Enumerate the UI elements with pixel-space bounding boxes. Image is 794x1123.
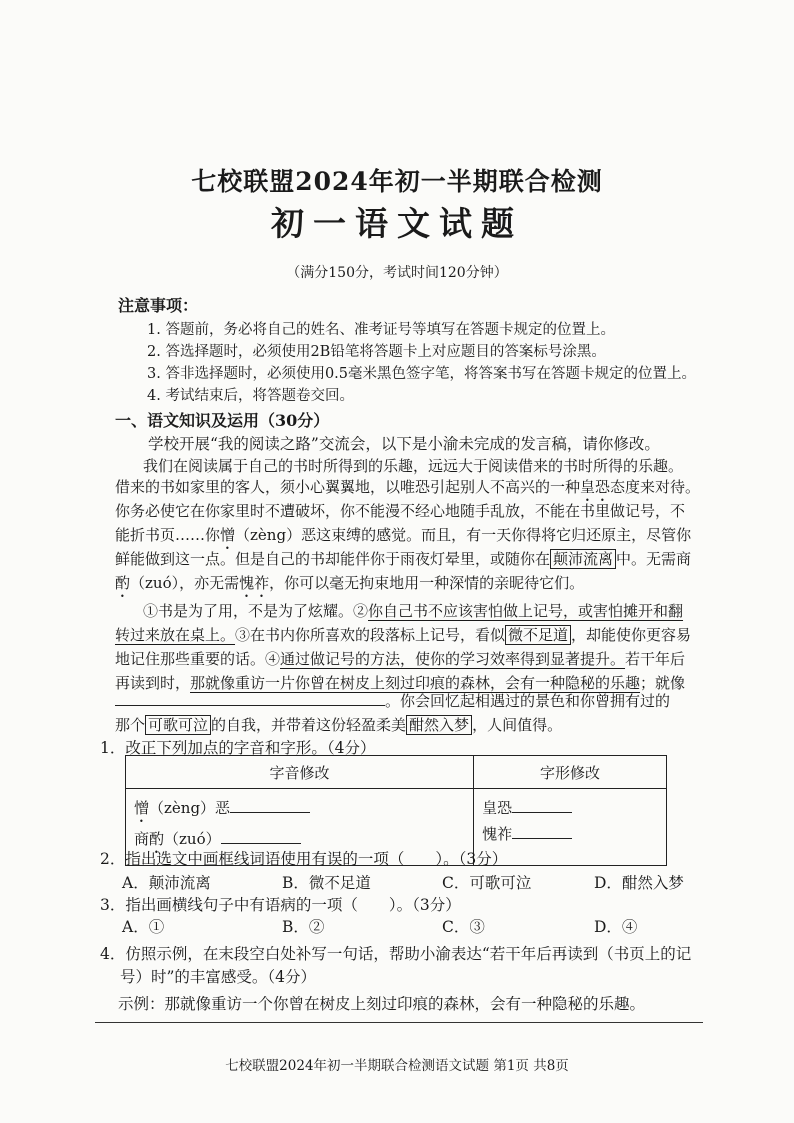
- option: C．可歌可泣: [442, 874, 532, 892]
- option: A．①: [122, 918, 165, 936]
- table-cell: 皇恐 愧祚: [474, 789, 667, 866]
- framed-word: 酣然入梦: [406, 715, 472, 735]
- passage-line: 再读到时，那就像重访一片你曾在树皮上刻过印痕的森林，会有一种隐秘的乐趣；就像: [115, 674, 686, 692]
- passage-line: 能折书页……你憎（zèng）恶这束缚的感觉。而且，有一天你得将它归还原主，尽管你: [115, 526, 692, 544]
- framed-word: 颠沛流离: [550, 549, 616, 569]
- exam-title: 七校联盟2024年初一半期联合检测: [191, 167, 603, 196]
- option: D．④: [594, 918, 638, 936]
- table-cell: 憎（zèng）恶 商酌（zuó）: [126, 789, 474, 866]
- answer-blank: [115, 705, 385, 706]
- page-footer: 七校联盟2024年初一半期联合检测语文试题 第1页 共8页: [225, 1058, 569, 1074]
- option: A．颠沛流离: [122, 874, 211, 892]
- notice-item: 3. 答非选择题时，必须使用0.5毫米黑色签字笔，将答案书写在答题卡规定的位置上。: [147, 366, 697, 382]
- option: C．③: [442, 918, 485, 936]
- framed-word: 微不足道: [505, 625, 571, 645]
- answer-blank: [512, 812, 572, 813]
- footer-divider: [95, 1022, 703, 1023]
- passage-line: 我们在阅读属于自己的书时所得到的乐趣，远远大于阅读借来的书时所得的乐趣。: [143, 457, 684, 475]
- notice-item: 4. 考试结束后，将答题卷交回。: [147, 388, 354, 404]
- question-3: 3．指出画横线句子中有语病的一项（ ）。（3分）: [100, 896, 461, 914]
- section-intro: 学校开展“我的阅读之路”交流会，以下是小渝未完成的发言稿，请你修改。: [148, 435, 660, 453]
- notice-item: 2. 答选择题时，必须使用2B铅笔将答题卡上对应题目的答案标号涂黑。: [147, 344, 606, 360]
- question-2: 2．指出选文中画框线词语使用有误的一项（ ）。（3分）: [100, 850, 508, 868]
- passage-line: 那个 可歌可泣 的自我，并带着这份轻盈柔美 酣然入梦 ，人间值得。: [115, 716, 563, 734]
- option: D．酣然入梦: [594, 874, 684, 892]
- exam-subtitle: 初一语文试题: [271, 204, 523, 243]
- passage-line: 酌（zuó），亦无需愧祚，你可以毫无拘束地用一种深情的亲昵待它们。: [115, 574, 585, 592]
- example-sentence: 示例：那就像重访一个你曾在树皮上刻过印痕的森林，会有一种隐秘的乐趣。: [118, 995, 646, 1013]
- passage-line: ①书是为了用，不是为了炫耀。②你自己书不应该害怕做上记号，或害怕摊开和翻: [143, 602, 684, 620]
- option: B．微不足道: [282, 874, 371, 892]
- passage-line: 。你会回忆起相遇过的景色和你曾拥有过的: [115, 690, 670, 711]
- notice-item: 1. 答题前，务必将自己的姓名、准考证号等填写在答题卡规定的位置上。: [147, 322, 615, 338]
- answer-blank: [512, 838, 572, 839]
- option: B．②: [282, 918, 325, 936]
- framed-word: 可歌可泣: [145, 715, 211, 735]
- answer-blank: [230, 812, 310, 813]
- marked-char: 酌: [115, 574, 131, 592]
- passage-line: 你务必使它在你家里时不遭破坏，你不能漫不经心地随手乱放，不能在书里做记号，不: [115, 502, 686, 520]
- underlined-sentence: 通过做记号的方法，使你的学习效率得到显著提升。: [280, 650, 626, 668]
- question-4: 4．仿照示例，在末段空白处补写一句话，帮助小渝表达“若干年后再读到（书页上的记: [100, 945, 692, 963]
- underlined-sentence: 那就像重访一片你曾在树皮上刻过印痕的森林，会有一种隐秘的乐趣: [190, 674, 641, 692]
- table-header: 字形修改: [474, 756, 667, 789]
- section-heading: 一、语文知识及运用（30分）: [115, 411, 330, 430]
- marked-char: 憎: [220, 526, 236, 544]
- answer-blank: [221, 843, 301, 844]
- passage-line: 转过来放在桌上。③在书内你所喜欢的段落标上记号，看似 微不足道 ，却能使你更容易: [115, 626, 692, 644]
- marked-word: 皇恐: [580, 478, 611, 496]
- marked-word: 愧祚: [239, 574, 270, 592]
- passage-line: 借来的书如家里的客人，须小心翼翼地，以唯恐引起别人不高兴的一种皇恐态度来对待。: [115, 478, 701, 496]
- notice-heading: 注意事项：: [118, 296, 199, 315]
- exam-info: （满分150分，考试时间120分钟）: [286, 265, 508, 281]
- question-1: 1．改正下列加点的字音和字形。（4分）: [100, 739, 376, 757]
- underlined-sentence: 你自己书不应该害怕做上记号，或害怕摊开和翻: [368, 602, 684, 620]
- question-4-cont: 号）时”的丰富感受。（4分）: [120, 968, 317, 986]
- passage-line: 地记住那些重要的话。④通过做记号的方法，使你的学习效率得到显著提升。若干年后: [115, 650, 686, 668]
- table-header: 字音修改: [126, 756, 474, 789]
- underlined-sentence: 转过来放在桌上。: [115, 626, 236, 644]
- passage-line: 鲜能做到这一点。但是自己的书却能伴你于雨夜灯晕里，或随你在 颠沛流离 中。无需商: [115, 550, 692, 568]
